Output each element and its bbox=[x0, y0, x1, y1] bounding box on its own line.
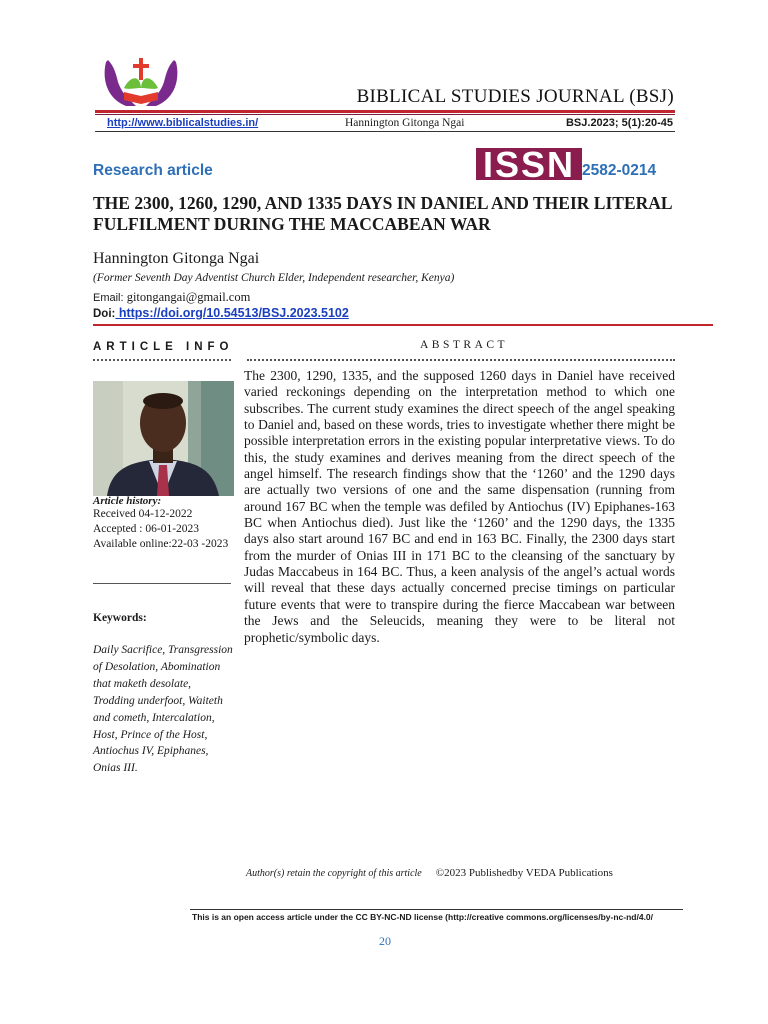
author-name: Hannington Gitonga Ngai bbox=[93, 250, 260, 267]
article-type: Research article bbox=[93, 162, 213, 179]
running-author: Hannington Gitonga Ngai bbox=[345, 117, 465, 129]
journal-url-link[interactable]: http://www.biblicalstudies.in/ bbox=[107, 117, 259, 129]
page-number: 20 bbox=[379, 934, 391, 948]
available-date: Available online:22-03 -2023 bbox=[93, 538, 229, 550]
keywords-list: Daily Sacrifice, Transgression of Desolation, Abomination that maketh desolate, Trodding underfoot, Waiteth and cometh, Intercalation, Host, Prince of the Host, Antiochus IV, Epiphanes, Onias III. bbox=[93, 644, 233, 775]
abstract-divider bbox=[247, 359, 675, 361]
doi-link[interactable]: https://doi.org/10.54513/BSJ.2023.5102 bbox=[115, 306, 349, 320]
email-row bbox=[93, 290, 250, 305]
title-rule bbox=[93, 324, 713, 326]
article-info-heading: ARTICLE INFO bbox=[93, 341, 234, 353]
received-date: Received 04-12-2022 bbox=[93, 508, 193, 520]
author-photo bbox=[93, 381, 234, 496]
article-history-heading: Article history: bbox=[93, 495, 162, 507]
header-rule-thin bbox=[95, 114, 675, 115]
abstract-text: The 2300, 1290, 1335, and the supposed 1260 days in Daniel have received varied reckonings depending on the interpretation method to which one subscribes. The current study examines the direct speech of the angel speaking to Daniel and, based on these words, tries to investigate whether there might be possible interpretation errors in the existing popular interpretative views. To do this, the study examines and derives meaning from the direct speech of the angel himself. The research findings show that the ‘1260’ and the 1290 days are actually two versions of one and the same dispensation (running from around 167 BC when the temple was defiled by Antiochus (IV) Epiphanes-163 BC when Antiochus died). Just like the ‘1260’ and the 1290 days, the 1335 days also start around 167 BC and end in 163 BC. Finally, the 2300 days start from the murder of Onias III in 171 BC to the cleansing of the sanctuary by Judas Maccabeus in 164 BC. Thus, a keen analysis of the angel’s actual words will reveal that these days actually concerned precise timings on particular future events that were to transpire during the fierce Maccabean war between the Jews and the Seleucids, meaning they were to be literal not prophetic/symbolic days. bbox=[244, 368, 675, 645]
keywords-heading: Keywords: bbox=[93, 612, 147, 624]
copyright-note: Author(s) retain the copyright of this article bbox=[246, 868, 422, 879]
footer-rule bbox=[190, 909, 683, 910]
license-note: This is an open access article under the CC BY-NC-ND license (http://creative commons.org/licenses/by-nc-nd/4.0/ bbox=[192, 912, 654, 922]
email-label: Email: bbox=[93, 292, 124, 304]
copyright-line bbox=[246, 867, 613, 879]
accepted-date: Accepted : 06-01-2023 bbox=[93, 523, 200, 535]
article-info-divider bbox=[93, 359, 231, 361]
doi-row bbox=[93, 306, 349, 321]
author-affiliation: (Former Seventh Day Adventist Church Elder, Independent researcher, Kenya) bbox=[93, 272, 455, 284]
journal-title: BIBLICAL STUDIES JOURNAL (BSJ) bbox=[356, 86, 674, 107]
email-address[interactable]: gitongangai@gmail.com bbox=[126, 290, 251, 304]
issn-number: 2582-0214 bbox=[582, 162, 657, 179]
doi-label: Doi: bbox=[93, 308, 116, 320]
citation: BSJ.2023; 5(1):20-45 bbox=[565, 117, 673, 129]
paper-title: THE 2300, 1260, 1290, AND 1335 DAYS IN DANIEL AND THEIR LITERAL FULFILMENT DURING THE MACCABEAN WAR bbox=[93, 193, 672, 234]
publisher-note: ©2023 Publishedby VEDA Publications bbox=[435, 867, 613, 879]
journal-logo bbox=[100, 48, 182, 118]
issn-logo bbox=[476, 148, 582, 180]
svg-text:ISSN: ISSN bbox=[482, 148, 576, 180]
abstract-heading: ABSTRACT bbox=[420, 339, 509, 351]
history-divider bbox=[93, 583, 231, 584]
subheader-rule bbox=[95, 131, 675, 132]
